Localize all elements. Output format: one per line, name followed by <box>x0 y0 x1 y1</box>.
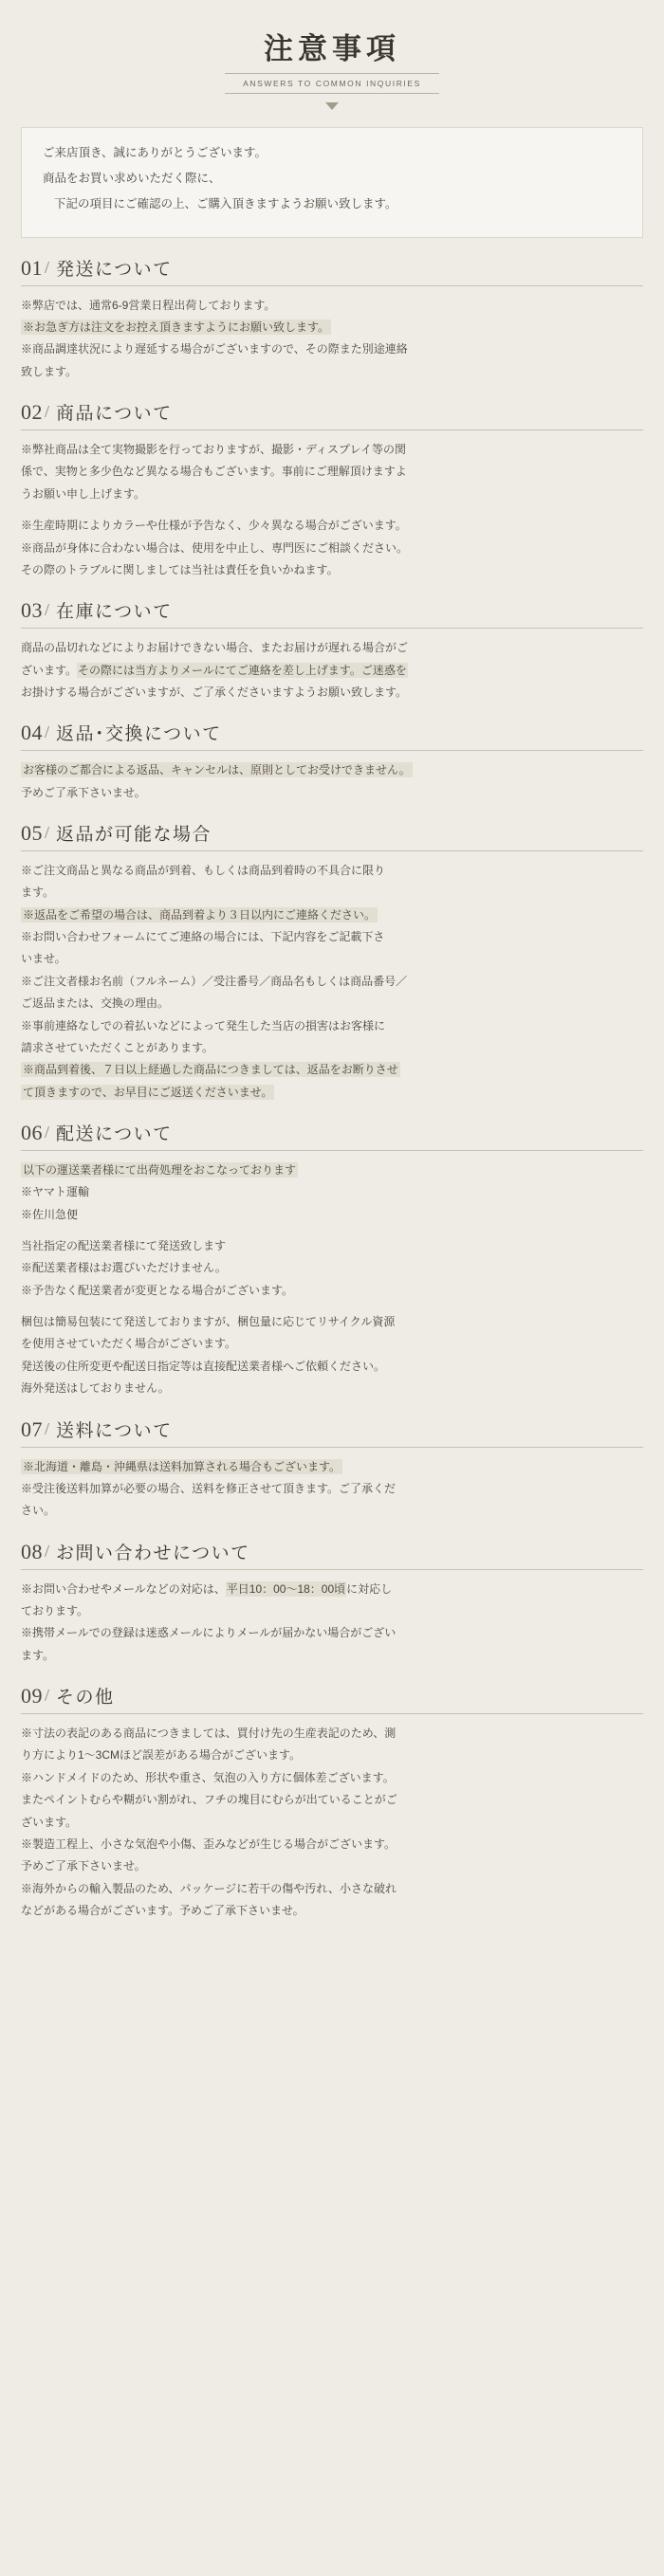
section-title: 返品が可能な場合 <box>56 825 212 846</box>
section-title: 商品について <box>56 404 173 425</box>
section-line: 予めご了承下さいませ。 <box>21 1859 146 1873</box>
slash-icon: / <box>45 257 50 277</box>
section-07 <box>21 1416 643 1522</box>
section-line: ※お問い合わせフォームにてご連絡の場合には、下記内容をご記載下さ <box>21 930 385 944</box>
section-line: 予めご了承下さいませ。 <box>21 785 146 799</box>
chevron-down-icon <box>325 102 339 110</box>
section-line: ※返品をご希望の場合は、商品到着より３日以内にご連絡ください。 <box>23 907 377 922</box>
section-line: その際のトラブルに関しましては当社は責任を負いかねます。 <box>21 562 339 576</box>
section-line: 以下の運送業者様にて出荷処理をおこなっております <box>23 1162 297 1177</box>
section-line: ざいます。 <box>21 1815 78 1829</box>
section-line: ※ご注文商品と異なる商品が到着、もしくは商品到着時の不具合に限り <box>21 864 386 878</box>
section-title: 返品･交換について <box>56 724 222 745</box>
section-number: 02 <box>21 400 43 425</box>
page-subtitle: ANSWERS TO COMMON INQUIRIES <box>225 73 439 94</box>
section-title: その他 <box>56 1688 115 1708</box>
section-line: を使用させていただく場合がございます。 <box>21 1337 237 1351</box>
section-line: ※商品が身体に合わない場合は、使用を中止し、専門医にご相談ください。 <box>21 540 409 555</box>
section-heading <box>21 1539 643 1570</box>
slash-icon: / <box>45 1686 50 1706</box>
section-line: ※生産時期によりカラーや仕様が予告なく、少々異なる場合がございます。 <box>21 519 407 533</box>
section-line: お掛けする場合がございますが、ご了承くださいますようお願い致します。 <box>21 685 408 699</box>
section-number: 07 <box>21 1416 43 1441</box>
page-title: 注意事項 <box>264 32 400 65</box>
section-title: 発送について <box>56 259 173 280</box>
section-title: 配送について <box>56 1124 173 1144</box>
section-line: ※北海道・離島・沖縄県は送料加算される場合もございます。 <box>23 1459 341 1473</box>
section-body <box>21 1580 643 1666</box>
section-line: うお願い申し上げます。 <box>21 486 146 501</box>
section-number: 04 <box>21 721 43 745</box>
section-09 <box>21 1683 643 1921</box>
section-line: 係で、実物と多少色など異なる場合もございます。事前にご理解頂けますよ <box>21 465 407 479</box>
section-line: お客様のご都合による返品、キャンセルは、原則としてお受けできません。 <box>23 763 411 777</box>
section-line: ご返品または、交換の理由。 <box>21 996 170 1011</box>
section-line: ※海外からの輸入製品のため、パッケージに若干の傷や汚れ、小さな破れ <box>21 1881 397 1895</box>
section-line: ※弊社商品は全て実物撮影を行っておりますが、撮影・ディスプレイ等の関 <box>21 443 406 457</box>
section-line: 海外発送はしておりません。 <box>21 1381 170 1396</box>
section-title: お問い合わせについて <box>56 1543 250 1563</box>
section-body <box>21 861 643 1103</box>
section-line: 梱包は簡易包装にて発送しておりますが、梱包量に応じてリサイクル資源 <box>21 1315 396 1329</box>
section-line: ※携帯メールでの登録は迷惑メールによりメールが届かない場合がござい <box>21 1626 397 1640</box>
section-number: 03 <box>21 598 43 623</box>
section-08 <box>21 1539 643 1666</box>
section-body <box>21 1724 643 1921</box>
section-line: ※ヤマト運輸 <box>21 1185 90 1199</box>
section-line: り方により1～3CMほど誤差がある場合がございます。 <box>21 1748 302 1763</box>
intro-line: 下記の項目にご確認の上、ご購入頂きますようお願い致します。 <box>54 196 397 210</box>
section-02 <box>21 399 643 580</box>
section-line: 当社指定の配送業者様にて発送致します <box>21 1239 227 1253</box>
section-body <box>21 440 643 580</box>
slash-icon: / <box>45 600 50 620</box>
section-line: 請求させていただくことがあります。 <box>21 1040 214 1054</box>
section-line: などがある場合がございます。予めご了承下さいませ。 <box>21 1903 304 1917</box>
section-line: 商品の品切れなどによりお届けできない場合、またお届けが遅れる場合がご <box>21 641 409 655</box>
section-heading <box>21 1120 643 1151</box>
page-header <box>0 0 664 110</box>
section-body <box>21 760 643 803</box>
section-line: またペイントむらや糊がい割がれ、フチの塊目にむらが出ていることがご <box>21 1793 397 1807</box>
section-01 <box>21 255 643 382</box>
section-body <box>21 296 643 382</box>
section-line: ※ハンドメイドのため、形状や重さ、気泡の入り方に個体差ございます。 <box>21 1770 395 1784</box>
slash-icon: / <box>45 722 50 742</box>
section-line: ※佐川急便 <box>21 1207 79 1221</box>
section-number: 05 <box>21 821 43 846</box>
section-number: 06 <box>21 1120 43 1144</box>
intro-line: 商品をお買い求めいただく際に、 <box>43 171 221 185</box>
section-line: ※商品到着後、７日以上経過した商品につきましては、返品をお断りさせ <box>23 1063 398 1077</box>
section-06 <box>21 1120 643 1399</box>
section-line: ※予告なく配送業者が変更となる場合がございます。 <box>21 1283 294 1297</box>
section-line: 発送後の住所変更や配送日指定等は直接配送業者様へご依頼ください。 <box>21 1359 386 1373</box>
section-line: ざいます。その際には当方よりメールにてご連絡を差し上げます。ご迷惑を <box>21 663 407 677</box>
section-05 <box>21 820 643 1103</box>
section-line: ※製造工程上、小さな気泡や小傷、歪みなどが生じる場合がございます。 <box>21 1836 397 1851</box>
section-line: ※事前連絡なしでの着払いなどによって発生した当店の損害はお客様に <box>21 1018 386 1032</box>
slash-icon: / <box>45 1541 50 1561</box>
section-line: ※商品調達状況により遅延する場合がございますので、その際また別途連絡 <box>21 342 408 356</box>
section-line: ます。 <box>21 886 55 900</box>
section-title: 送料について <box>56 1420 173 1441</box>
section-line: ※お急ぎ方は注文をお控え頂きますようにお願い致します。 <box>23 320 330 334</box>
section-heading <box>21 1416 643 1448</box>
section-04 <box>21 720 643 803</box>
section-line: ※寸法の表記のある商品につきましては、買付け先の生産表記のため、測 <box>21 1726 397 1741</box>
section-line: ※弊店では、通常6-9営業日程出荷しております。 <box>21 298 276 312</box>
section-heading <box>21 1683 643 1714</box>
intro-box <box>21 127 643 238</box>
section-body <box>21 638 643 703</box>
section-line: ※お問い合わせやメールなどの対応は、平日10：00～18：00頃に対応し <box>21 1581 393 1596</box>
section-heading <box>21 597 643 629</box>
section-line: ※受注後送料加算が必要の場合、送料を修正させて頂きます。ご了承くだ <box>21 1481 397 1495</box>
section-line: ※配送業者様はお選びいただけません。 <box>21 1261 227 1275</box>
section-line: ております。 <box>21 1604 89 1617</box>
section-heading <box>21 820 643 851</box>
section-line: さい。 <box>21 1504 56 1518</box>
section-number: 09 <box>21 1684 43 1708</box>
section-heading <box>21 399 643 430</box>
section-heading <box>21 255 643 286</box>
sections-container <box>0 255 664 1922</box>
header-rule <box>225 73 439 94</box>
slash-icon: / <box>45 1122 50 1142</box>
section-title: 在庫について <box>56 602 173 623</box>
slash-icon: / <box>45 402 50 422</box>
slash-icon: / <box>45 1418 50 1438</box>
section-body <box>21 1160 643 1399</box>
section-line: ※ご注文者様お名前（フルネーム）／受注番号／商品名もしくは商品番号／ <box>21 974 408 988</box>
section-number: 08 <box>21 1539 43 1563</box>
section-line: ます。 <box>21 1648 55 1662</box>
section-number: 01 <box>21 255 43 280</box>
section-line: て頂きますので、お早目にご返送くださいませ。 <box>23 1085 273 1099</box>
section-heading <box>21 720 643 751</box>
section-03 <box>21 597 643 703</box>
section-line: 致します。 <box>21 364 78 378</box>
intro-line: ご来店頂き、誠にありがとうございます。 <box>43 146 267 159</box>
slash-icon: / <box>45 823 50 843</box>
section-body <box>21 1457 643 1522</box>
section-line: いませ。 <box>21 952 66 966</box>
